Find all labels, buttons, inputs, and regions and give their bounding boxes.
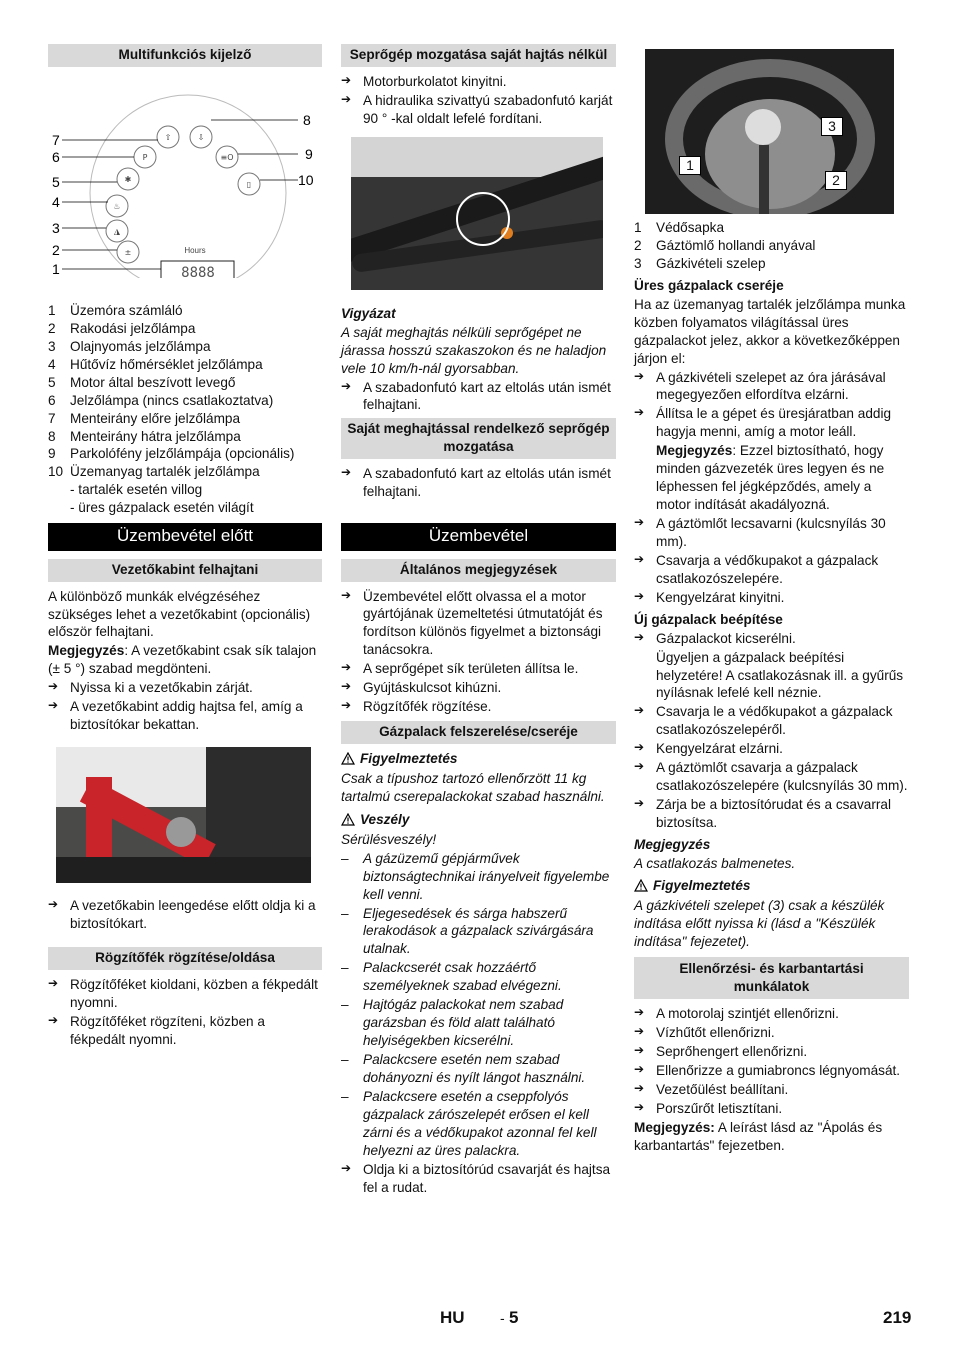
section-heading-move: Seprőgép mozgatása saját hajtás nélkül [341, 44, 616, 67]
empty-step: ➔ Kengyelzárat kinyitni. [634, 589, 909, 607]
danger-icon [341, 813, 355, 826]
empty-step: ➔ A gáztömlőt lecsavarni (kulcsnyílás 30 mm). [634, 515, 909, 551]
move-after-step: ➔ A szabadonfutó kart az eltolás után ismét felhajtani. [341, 379, 616, 415]
section-heading-cab: Vezetőkabint felhajtani [48, 559, 322, 582]
diagram-callout-4: 4 [52, 193, 60, 210]
check-step: ➔ Seprőhengert ellenőrizni. [634, 1043, 909, 1061]
diagram-callout-7: 7 [52, 131, 60, 148]
empty-note: Megjegyzés: Ezzel biztosítható, hogy minden gázvezeték üres legyen és ne léphessen fel jégképződés, amely a motor indítását akadályozná. [656, 443, 885, 513]
danger-text: Sérülésveszély! [341, 831, 437, 847]
section-heading-display: Multifunkciós kijelző [48, 44, 322, 67]
section-heading-check: Ellenőrzési- és karbantartási munkálatok [634, 957, 909, 1000]
svg-text:⇧: ⇧ [164, 132, 172, 142]
cab-paragraph: A különböző munkák elvégzéséhez szükséges lehet a vezetőkabint (opcionális) először felhajtani. [48, 588, 311, 640]
column-1 [48, 44, 322, 1050]
svg-text:▯: ▯ [246, 179, 252, 189]
diagram-callout-10: 10 [298, 171, 314, 188]
legend-item: 2 Rakodási jelzőlámpa [48, 320, 196, 336]
danger-item: – Palackcserét csak hozzáértő személyeknek szabad elvégezni. [341, 959, 616, 995]
svg-text:P: P [142, 152, 148, 162]
caution-label: Vigyázat [341, 305, 396, 321]
column-3 [634, 44, 909, 1156]
new-step: ➔ Gázpalackot kicserélni. [634, 630, 909, 648]
column-2 [341, 44, 616, 1198]
photo-callout-3: 3 [821, 117, 843, 136]
new-step: ➔ Zárja be a biztosítórudat és a csavarral biztosítsa. [634, 796, 909, 832]
warning-icon [341, 752, 355, 765]
photo-legend-item: 2 Gáztömlő hollandi anyával [634, 237, 816, 253]
general-step: ➔ Rögzítőfék rögzítése. [341, 698, 616, 716]
gas-valve-photo [645, 49, 894, 214]
legend-subitem: - tartalék esetén villog [70, 482, 203, 498]
legend-item: 7 Menteirány előre jelzőlámpa [48, 410, 241, 426]
svg-text:±: ± [124, 247, 132, 257]
brake-step: ➔ Rögzítőféket rögzíteni, közben a fékpedált nyomni. [48, 1013, 322, 1049]
cab-after-step: ➔ A vezetőkabin leengedése előtt oldja ki a biztosítókart. [48, 897, 322, 933]
legend-item: 6 Jelzőlámpa (nincs csatlakoztatva) [48, 392, 274, 408]
cab-latch-photo [56, 747, 311, 883]
diagram-callout-8: 8 [303, 111, 311, 128]
display-legend [48, 302, 322, 517]
section-heading-brake: Rögzítőfék rögzítése/oldása [48, 947, 322, 970]
danger-heading: Veszély [341, 811, 616, 829]
photo-callout-2: 2 [825, 171, 847, 190]
danger-item: – Eljegesedések és sárga habszerű lerakodások a gázpalack szivárgására utalnak. [341, 905, 616, 959]
warning-heading-2: Figyelmeztetés [634, 877, 909, 895]
empty-step: ➔ A gázkivételi szelepet az óra járásával megegyezően elfordítva elzárni. [634, 369, 909, 405]
empty-paragraph: Ha az üzemanyag tartalék jelzőlámpa munka közben folyamatos világítással üres gázpalackot jelez, akkor a következőképpen járjon el: [634, 296, 906, 366]
empty-step: ➔ Csavarja a védőkupakot a gázpalack csatlakozószelepére. [634, 552, 909, 588]
hours-label: Hours [184, 245, 206, 255]
section-heading-self: Saját meghajtással rendelkező seprőgép mozgatása [341, 418, 616, 459]
legend-item: 4 Hűtővíz hőmérséklet jelzőlámpa [48, 356, 263, 372]
new-heading: Új gázpalack beépítése [634, 611, 783, 627]
footer-separator: - [500, 1310, 505, 1326]
legend-item: 9 Parkolófény jelzőlámpája (opcionális) [48, 446, 295, 462]
svg-text:⇩: ⇩ [197, 132, 205, 142]
footer-page-number: 5 [509, 1308, 519, 1327]
diagram-callout-1: 1 [52, 260, 60, 277]
svg-text:♨: ♨ [113, 201, 121, 211]
svg-text:✱: ✱ [124, 174, 132, 184]
chapter-heading-before: Üzembevétel előtt [48, 523, 322, 550]
footer-language: HU [440, 1308, 465, 1327]
final-note: Megjegyzés: A leírást lásd az "Ápolás és karbantartás" fejezetben. [634, 1120, 883, 1153]
brake-step: ➔ Rögzítőféket kioldani, közben a fékpedált nyomni. [48, 976, 322, 1012]
move-step: ➔ A hidraulika szivattyú szabadonfutó karját 90 ° -kal oldalt lefelé fordítani. [341, 92, 616, 128]
diagram-callout-2: 2 [52, 241, 60, 258]
photo-legend-item: 3 Gázkivételi szelep [634, 255, 766, 271]
svg-text:≡O: ≡O [220, 152, 234, 162]
caution-text: A saját meghajtás nélküli seprőgépet ne járassa hosszú szakaszokon és ne haladjon vele 10 km/h-nál gyorsabban. [341, 324, 607, 376]
note-label: Megjegyzés [634, 836, 711, 852]
cab-step: ➔ Nyissa ki a vezetőkabin zárját. [48, 679, 322, 697]
check-step: ➔ Vízhűtőt ellenőrizni. [634, 1024, 909, 1042]
svg-text:◮: ◮ [113, 226, 121, 236]
section-heading-gas: Gázpalack felszerelése/cseréje [341, 721, 616, 744]
legend-item: 5 Motor által beszívott levegő [48, 374, 236, 390]
general-step: ➔ Üzembevétel előtt olvassa el a motor gyártójának üzemeltetési útmutatóját és fordítson különös figyelmet a biztonsági tanácsokra. [341, 588, 616, 660]
hydraulic-pump-photo [351, 137, 603, 290]
section-heading-general: Általános megjegyzések [341, 559, 616, 582]
photo-legend-item: 1 Védősapka [634, 220, 725, 235]
gas-step: ➔ Oldja ki a biztosítórúd csavarját és hajtsa fel a rudat. [341, 1161, 616, 1197]
legend-item: 8 Menteirány hátra jelzőlámpa [48, 428, 241, 444]
self-step: ➔ A szabadonfutó kart az eltolás után ismét felhajtani. [341, 465, 616, 501]
danger-item: – Palackcsere esetén nem szabad dohányozni és nyílt lángot használni. [341, 1051, 616, 1087]
display-diagram [48, 73, 322, 278]
check-step: ➔ Porszűrőt letisztítani. [634, 1100, 909, 1118]
danger-item: – Hajtógáz palackokat nem szabad garázsban és föld alatt található helyiségekben kicserélni. [341, 996, 616, 1050]
legend-item: 1 Üzemóra számláló [48, 302, 183, 318]
legend-item: 3 Olajnyomás jelzőlámpa [48, 338, 211, 354]
warning-text: Csak a típushoz tartozó ellenőrzött 11 kg tartalmú cserepalackokat szabad használni. [341, 770, 605, 804]
new-step-detail: Ügyeljen a gázpalack beépítési helyzetére! A csatlakozásnak ill. a gyűrűs nyílásnak lefelé kell néznie. [656, 649, 904, 701]
new-step: ➔ Csavarja le a védőkupakot a gázpalack csatlakozószelepéről. [634, 703, 909, 739]
note-text: A csatlakozás balmenetes. [634, 855, 796, 871]
general-step: ➔ A seprőgépet sík területen állítsa le. [341, 660, 616, 678]
diagram-callout-6: 6 [52, 148, 60, 165]
hours-digits: 8888 [181, 264, 215, 278]
check-step: ➔ A motorolaj szintjét ellenőrizni. [634, 1005, 909, 1023]
warning-icon [634, 879, 648, 892]
general-step: ➔ Gyújtáskulcsot kihúzni. [341, 679, 616, 697]
move-step: ➔ Motorburkolatot kinyitni. [341, 73, 616, 91]
diagram-callout-9: 9 [305, 145, 313, 162]
new-step: ➔ A gáztömlőt csavarja a gázpalack csatlakozószelepére (kulcsnyílás 30 mm). [634, 759, 909, 795]
legend-item: 10 Üzemanyag tartalék jelzőlámpa [48, 464, 260, 480]
danger-item: – Palackcsere esetén a cseppfolyós gázpalack zárószelepét erősen el kell zárni és a védőkupakot azonnal fel kell helyezni az üres palackra. [341, 1088, 616, 1160]
empty-step: ➔ Állítsa le a gépet és üresjáratban addig hagyja menni, amíg a motor leáll. [634, 405, 909, 441]
new-step: ➔ Kengyelzárat elzárni. [634, 740, 909, 758]
legend-subitem: - üres gázpalack esetén világít [70, 500, 254, 516]
diagram-callout-5: 5 [52, 173, 60, 190]
chapter-heading-operation: Üzembevétel [341, 523, 616, 550]
cab-step: ➔ A vezetőkabint addig hajtsa fel, amíg a biztosítókar bekattan. [48, 698, 322, 734]
check-step: ➔ Ellenőrizze a gumiabroncs légnyomását. [634, 1062, 909, 1080]
danger-item: – A gázüzemű gépjárművek biztonságtechnikai irányelveit figyelembe kell venni. [341, 850, 616, 904]
check-step: ➔ Vezetőülést beállítani. [634, 1081, 909, 1099]
cab-note: Megjegyzés: A vezetőkabint csak sík talajon (± 5 °) szabad megdönteni. [48, 643, 317, 677]
diagram-callout-3: 3 [52, 219, 60, 236]
warning-text-2: A gázkivételi szelepet (3) csak a készülék indítása előtt nyissa ki (lásd a "Készülék indítása" fejezetet). [634, 897, 885, 949]
footer-total-page: 219 [883, 1308, 912, 1327]
photo-callout-1: 1 [679, 156, 701, 175]
empty-heading: Üres gázpalack cseréje [634, 277, 784, 293]
warning-heading: Figyelmeztetés [341, 750, 616, 768]
